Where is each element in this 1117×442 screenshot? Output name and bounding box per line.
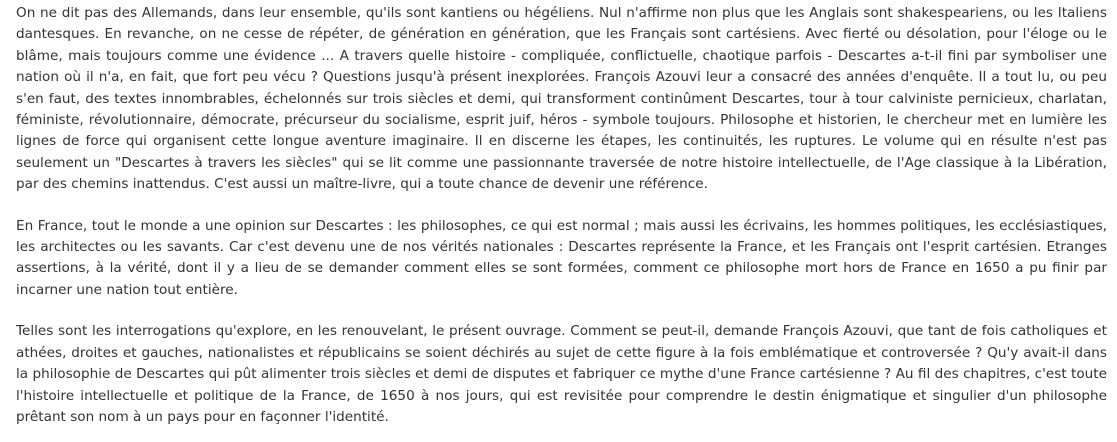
- paragraph-3: Telles sont les interrogations qu'explore, en les renouvelant, le présent ouvrage. Comment se peut-il, demande François Azouvi, que tant de fois catholiques et athées, droites et gauches, nationalistes et républicains se soient déchirés au sujet de cette figure à la fois emblématique et controversée ? Qu'y avait-il dans la philosophie de Descartes qui pût alimenter trois siècles et demi de disputes et fabriquer ce mythe d'une France cartésienne ? Au fil des chapitres, c'est toute l'histoire intellectuelle et politique de la France, de 1650 à nos jours, qui est revisitée pour comprendre le destin énigmatique et singulier d'un philosophe prêtant son nom à un pays pour en façonner l'identité.: [16, 323, 1107, 425]
- paragraph-2: En France, tout le monde a une opinion sur Descartes : les philosophes, ce qui est normal ; mais aussi les écrivains, les hommes politiques, les ecclésiastiques, les architectes ou les savants. Car c'est devenu une de nos vérités nationales : Descartes représente la France, et les Français ont l'esprit cartésien. Etranges assertions, à la vérité, dont il y a lieu de se demander comment elles se sont formées, comment ce philosophe mort hors de France en 1650 a pu finir par incarner une nation tout entière.: [16, 217, 1107, 298]
- paragraph-1: On ne dit pas des Allemands, dans leur ensemble, qu'ils sont kantiens ou hégéliens. Nul n'affirme non plus que les Anglais sont shakespeariens, ou les Italiens dantesques. En revanche, on ne cesse de répéter, de génération en génération, que les Français sont cartésiens. Avec fierté ou désolation, pour l'éloge ou le blâme, mais toujours comme une évidence ... A travers quelle histoire - compliquée, conflictuelle, chaotique parfois - Descartes a-t-il fini par symboliser une nation où il n'a, en fait, que fort peu vécu ? Questions jusqu'à présent inexplorées. François Azouvi leur a consacré des années d'enquête. Il a tout lu, ou peu s'en faut, des textes innombrables, échelonnés sur trois siècles et demi, qui transforment continûment Descartes, tour à tour calviniste pernicieux, charlatan, féministe, révolutionnaire, démocrate, précurseur du socialisme, esprit juif, héros - symbole toujours. Philosophe et historien, le chercheur met en lumière les lignes de force qui organisent cette longue aventure imaginaire. Il en discerne les étapes, les continuités, les ruptures. Le volume qui en résulte n'est pas seulement un "Descartes à travers les siècles" qui se lit comme une passionnante traversée de notre histoire intellectuelle, de l'Age classique à la Libération, par des chemins inattendus. C'est aussi un maître-livre, qui a toute chance de devenir une référence.: [16, 5, 1107, 193]
